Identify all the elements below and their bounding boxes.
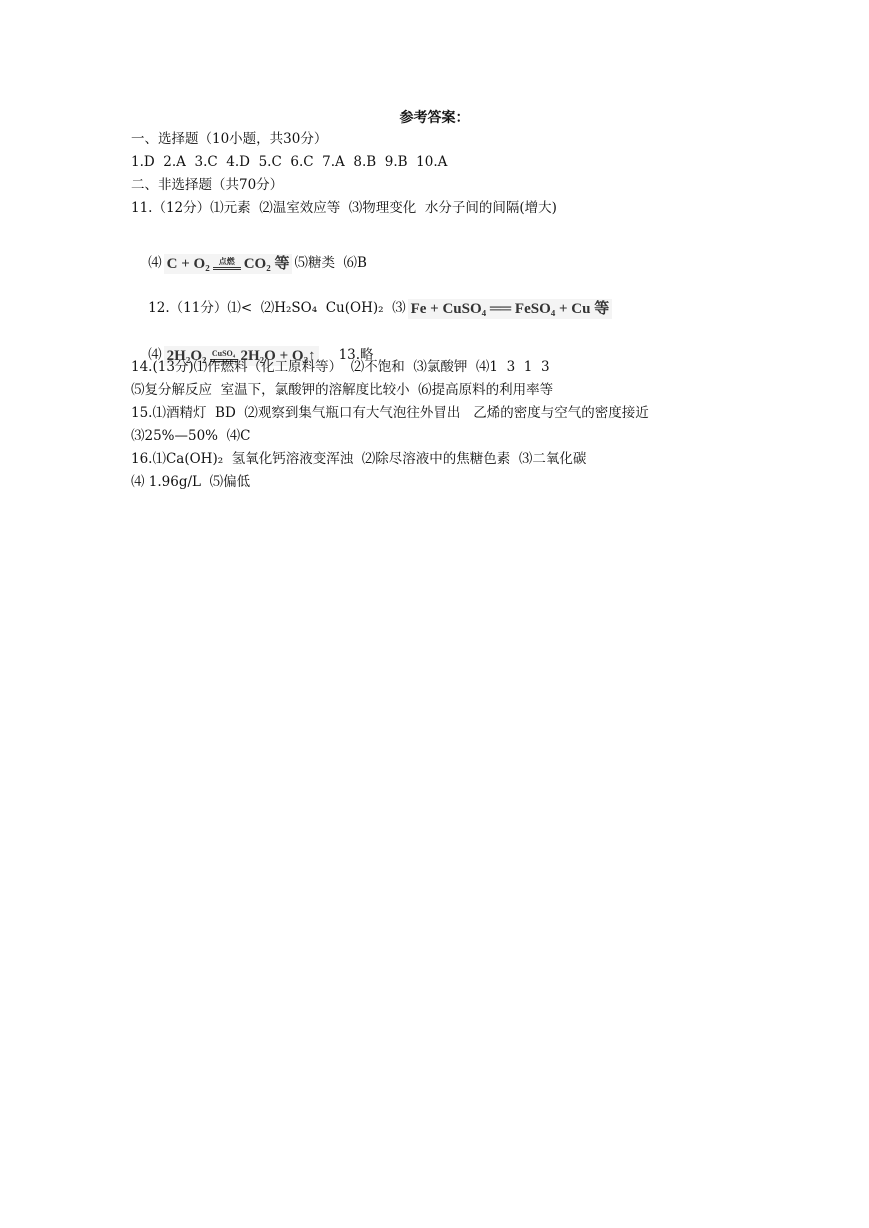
eq1-condition xyxy=(213,258,241,270)
choice-answers: 1.D 2.A 3.C 4.D 5.C 6.C 7.A 8.B 9.B 10.A xyxy=(131,154,448,170)
answer-11-cont-suffix: ⑸糖类 ⑹B xyxy=(294,255,367,271)
page-title: 参考答案： xyxy=(399,110,470,126)
eq3-left: 2H₂O₂ xyxy=(166,347,207,364)
answer-16-cont: ⑷ 1.96g/L ⑸偏低 xyxy=(131,474,251,490)
eq1-cond-text: 点燃 xyxy=(218,257,235,267)
answer-12-cont-prefix: ⑷ xyxy=(148,347,162,363)
answer-16: 16.⑴Ca(OH)₂ 氢氧化钙溶液变浑浊 ⑵除尽溶液中的焦糖色素 ⑶二氧化碳 xyxy=(131,451,587,467)
answer-13: 13.略 xyxy=(338,347,374,363)
answer-15-cont: ⑶25%—50% ⑷C xyxy=(131,428,251,444)
answer-14-cont: ⑸复分解反应 室温下，氯酸钾的溶解度比较小 ⑹提高原料的利用率等 xyxy=(131,382,554,398)
answer-12-text: 12.（11分）⑴< ⑵H₂SO₄ Cu(OH)₂ ⑶ xyxy=(148,300,406,316)
equation-fe-cuso4: Fe + CuSO₄ ══ FeSO₄ + Cu 等 xyxy=(408,299,613,319)
eq1-right: CO₂ 等 xyxy=(243,255,290,272)
answer-15: 15.⑴酒精灯 BD ⑵观察到集气瓶口有大气泡往外冒出 乙烯的密度与空气的密度接近 xyxy=(131,405,649,421)
equation-combustion xyxy=(164,254,293,274)
answer-14: 14.(13分)⑴作燃料（化工原料等） ⑵不饱和 ⑶氯酸钾 ⑷1 3 1 3 xyxy=(131,359,550,375)
section-1-heading: 一、选择题（10小题，共30分） xyxy=(131,131,328,147)
section-2-heading: 二、非选择题（共70分） xyxy=(131,177,284,193)
answer-11: 11.（12分）⑴元素 ⑵温室效应等 ⑶物理变化 水分子间的间隔(增大) xyxy=(131,200,557,216)
eq1-left: C + O₂ xyxy=(166,255,210,272)
answer-11-cont-prefix: ⑷ xyxy=(148,255,162,271)
eq3-right: 2H₂O + O₂↑ xyxy=(240,347,316,364)
eq3-cond-text: CuSO₄ xyxy=(211,349,236,359)
